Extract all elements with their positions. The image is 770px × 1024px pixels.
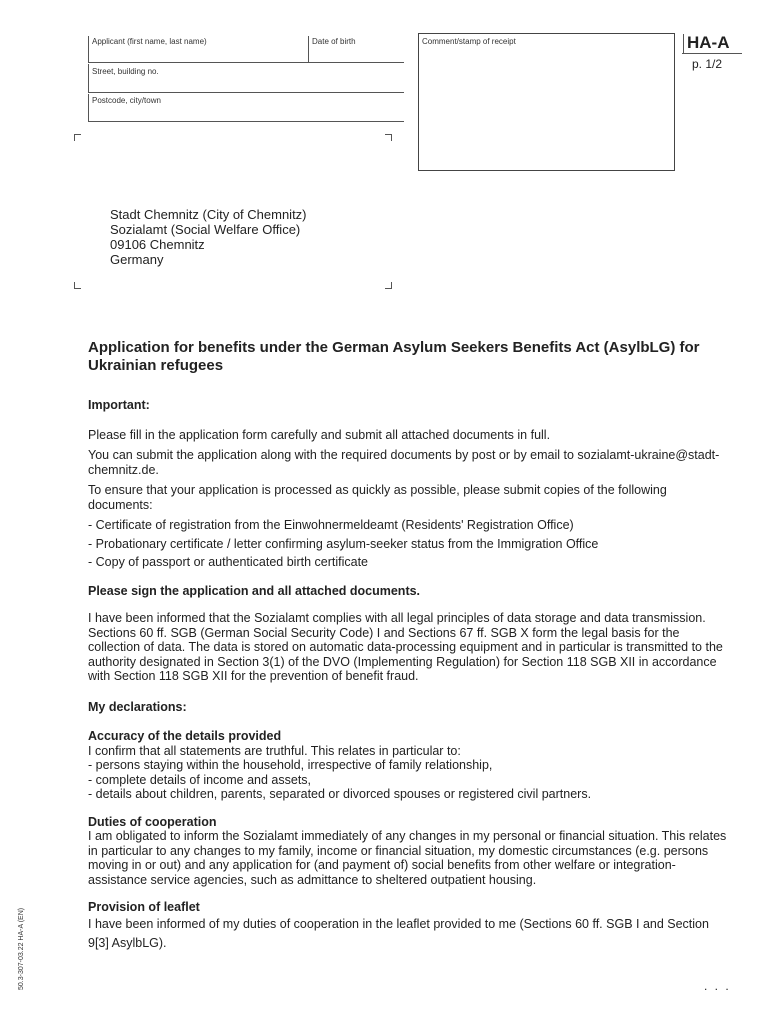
name-field-left-border: [88, 36, 89, 62]
form-reference-code: 50.3-307-03.22 HA-A (EN): [18, 907, 25, 990]
duties-text: I am obligated to inform the Sozialamt immediately of any changes in my personal or financial situation. This relates in particular to any changes to my family, income or financial situation, my domestic circumstances (e.g. persons moving in or out) and any application for (and payment of) social benefits from other welfare or integration-assistance service agencies, such as admittance to sheltered outpatient housing.: [88, 829, 727, 887]
street-field-line[interactable]: [88, 92, 404, 93]
address-corner-top-left: [74, 134, 81, 141]
important-paragraph-1: Please fill in the application form carefully and submit all attached documents in full.: [88, 427, 551, 442]
important-heading: Important:: [88, 398, 150, 412]
document-list-item-3: - Copy of passport or authenticated birth certificate: [88, 555, 369, 569]
leaflet-heading: Provision of leaflet: [88, 900, 200, 914]
date-of-birth-label: Date of birth: [312, 37, 356, 46]
page-number: p. 1/2: [692, 57, 723, 71]
recipient-line-3: 09106 Chemnitz: [110, 237, 205, 252]
stamp-box-label: Comment/stamp of receipt: [422, 37, 516, 46]
recipient-line-2: Sozialamt (Social Welfare Office): [110, 222, 301, 237]
accuracy-item-3: - details about children, parents, separated or divorced spouses or registered civil partners.: [88, 787, 592, 801]
address-corner-bottom-right: [385, 282, 392, 289]
dob-field-left-border: [308, 36, 309, 62]
address-corner-top-right: [385, 134, 392, 141]
form-code-underline: [682, 53, 742, 54]
applicant-name-label: Applicant (first name, last name): [92, 37, 207, 46]
duties-heading: Duties of cooperation: [88, 814, 217, 829]
recipient-address: [110, 207, 307, 267]
continuation-marker: . . .: [704, 979, 731, 993]
postcode-label: Postcode, city/town: [92, 96, 161, 105]
recipient-line-4: Germany: [110, 252, 164, 267]
data-protection-paragraph: I have been informed that the Sozialamt complies with all legal principles of data storage and data transmission. Sections 60 ff. SGB (German Social Security Code) I and Sections 67 ff. SGB X form the legal basis for the collection of data. The data is stored on automatic data-processing equipment and in particular is transmitted to the authority designated in Section 3(1) of the DVO (Implementing Regulation) for Section 118 SGB XII in accordance with Section 118 SGB XII for the prevention of benefit fraud.: [88, 611, 723, 683]
accuracy-heading: Accuracy of the details provided: [88, 729, 282, 743]
recipient-line-1: Stadt Chemnitz (City of Chemnitz): [110, 207, 307, 222]
name-field-line[interactable]: [88, 62, 404, 63]
street-field-left-border: [88, 64, 89, 92]
sign-note: Please sign the application and all attached documents.: [88, 583, 421, 598]
important-paragraph-2: You can submit the application along with the required documents by post or by email to sozialamt-ukraine@stadt-chemnitz.de.: [88, 448, 720, 477]
document-title: Application for benefits under the German Asylum Seekers Benefits Act (AsylbLG) for Ukrainian refugees: [88, 339, 700, 374]
accuracy-item-1: - persons staying within the household, irrespective of family relationship,: [88, 758, 493, 772]
document-list-item-1: - Certificate of registration from the Einwohnermeldeamt (Residents' Registration Office): [88, 518, 574, 532]
street-label: Street, building no.: [92, 67, 159, 76]
form-code: HA-A: [687, 33, 730, 52]
accuracy-item-2: - complete details of income and assets,: [88, 772, 312, 787]
leaflet-text: I have been informed of my duties of cooperation in the leaflet provided to me (Sections 60 ff. SGB I and Section 9[3] AsylbLG).: [88, 916, 709, 950]
document-body: [88, 398, 728, 953]
stamp-box: [418, 33, 675, 171]
document-list-item-2: - Probationary certificate / letter confirming asylum-seeker status from the Immigration Office: [88, 536, 599, 551]
form-code-border: [683, 34, 684, 54]
postcode-field-line[interactable]: [88, 121, 404, 122]
postcode-field-left-border: [88, 94, 89, 121]
important-paragraph-3: To ensure that your application is processed as quickly as possible, please submit copies of the following documents:: [88, 483, 667, 512]
declarations-heading: My declarations:: [88, 699, 187, 714]
address-corner-bottom-left: [74, 282, 81, 289]
accuracy-intro: I confirm that all statements are truthful. This relates in particular to:: [88, 743, 461, 758]
